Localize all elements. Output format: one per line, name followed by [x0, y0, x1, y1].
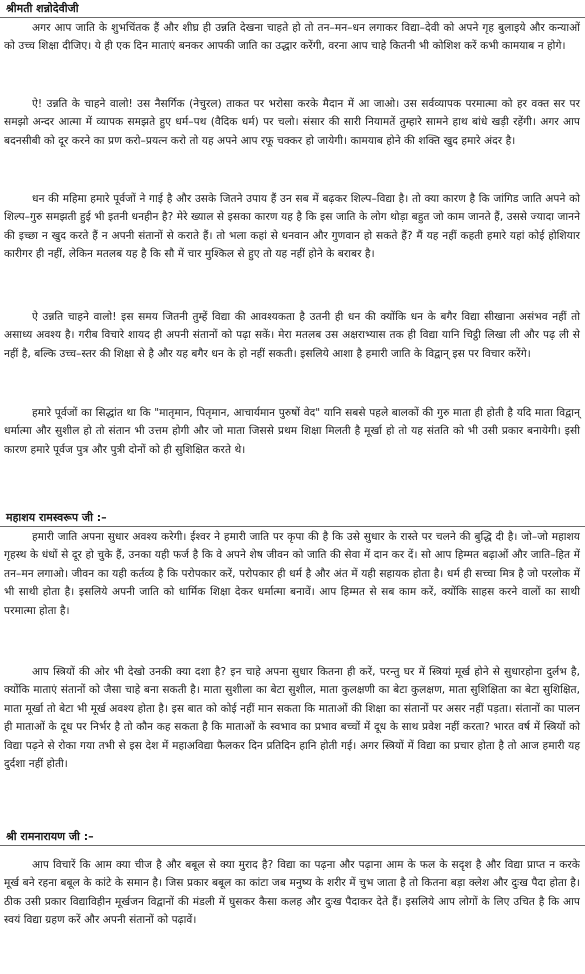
section-divider	[0, 17, 585, 18]
paragraph: ऐ उन्नति चाहने वालो! इस समय जितनी तुम्हें विद्या की आवश्यकता है उतनी ही धन की क्योंकि धन के बगैर विद्या सीखाना असंभव नहीं तो असाध्य अवश्य है। गरीब विचारे शायद ही अपनी संतानों को पढ़ा सकें। मेरा मतलब उस अक्षराभ्यास तक ही विद्या यानि चिट्ठी लिखा ली और पढ़ ली से नहीं है, बल्कि उच्च–स्तर की शिक्षा से है और यह बगैर धन के हो नहीं सकती। इसलिये आशा है हमारी जाति के विद्वान् इस पर विचार करेंगे।	[4, 311, 580, 360]
paragraph: ऐ! उन्नति के चाहने वालो! उस नैसर्गिक (नेचुरल) ताकत पर भरोसा करके मैदान में आ जाओ। उस सर्वव्यापक परमात्मा को हर वक्त सर पर समझो अन्दर आत्मा में व्यापक समझते हुए धर्म–पथ (वैदिक धर्म) पर चलो। संसार की सारी नियामतें तुम्हारे सामने हाथ बांधे खड़ी रहेंगी। अगर आप बदनसीबी को दूर करने का प्रण करो–प्रयत्न करो तो यह अपने आप रफू चक्कर हो जायेगी। कामयाब होने की शक्ति खुद हमारे अंदर है।	[4, 98, 580, 147]
paragraph: आप विचारें कि आम क्या चीज है और बबूल से क्या मुराद है? विद्या का पढ़ना और पढ़ाना आम के फल के सदृश है और विद्या प्राप्त न करके मूर्ख बने रहना बबूल के कांटे के समान है। जिस प्रकार बबूल का कांटा जब मनुष्य के शरीर में चुभ जाता है तो कितना बड़ा क्लेश और दुःख पैदा होता है। ठीक उसी प्रकार विद्याविहीन मूर्खजन विद्वानों की मंडली में घुसकर कैसा कलह और दुःख पैदाकर देते हैं। इसलिये आप लोगों के लिए उचित है कि आप स्वयं विद्या ग्रहण करें और अपनी संतानों को पढ़ावें।	[4, 859, 580, 927]
paragraph: धन की महिमा हमारे पूर्वजों ने गाई है और उसके जितने उपाय हैं उन सब में बढ़कर शिल्प–विद्या है। तो क्या कारण है कि जांगिड जाति अपने को शिल्प–गुरु समझती हुई भी इतनी धनहीन है? मेरे ख्याल से इसका कारण यह है कि इस जाति के लोग थोड़ा बहुत जो काम जानते हैं, उससे ज्यादा जानने की इच्छा न खुद करते हैं न अपनी संतानों से कराते हैं। तो भला कहां से धनवान और गुणवान हो सकते हैं? मैं यह नहीं कहती हमारे यहां कोई होशियार कारीगर ही नहीं, लेकिन मतलब यह है कि सौ में चार मुश्किल से हुए तो यह नहीं होने के बराबर है।	[4, 193, 580, 261]
section-divider	[0, 526, 585, 527]
section-divider	[0, 845, 585, 846]
paragraph: हमारी जाति अपना सुधार अवश्य करेगी। ईश्वर ने हमारी जाति पर कृपा की है कि उसे सुधार के रास्ते पर चलने की बुद्धि दी है। जो–जो महाशय गृहस्थ के धंधों से दूर हो चुके हैं, उनका यही फर्ज है कि वे अपने शेष जीवन को जाति की सेवा में दान कर दें। सो आप हिम्मत बढ़ाओं और जाति–हित में तन–मन लगाओ। जीवन का यही कर्तव्य है कि परोपकार करें, परोपकार ही धर्म है और अंत में यही सहायक होता है। धर्म ही सच्चा मित्र है जो परलोक में भी साथी होता है। इसलिये अपनी जाति को धार्मिक शिक्षा देकर धर्मात्मा बनावें। आप हिम्मत से सब काम करें, क्योंकि साहस करने वालों का साथी परमात्मा होता है।	[4, 531, 580, 617]
section-heading-shannodevi: श्रीमती शन्नोदेवीजी	[6, 2, 79, 15]
paragraph: हमारे पूर्वजों का सिद्धांत था कि "मातृमान, पितृमान, आचार्यमान पुरुषों वेद" यानि सबसे पहले बालकों की गुरु माता ही होती है यदि माता विद्वान् धर्मात्मा और सुशील हो तो संतान भी उत्तम होगी और जो माता जिससे प्रथम शिक्षा मिलती है मूर्खा हो तो यह संतति को भी उसी प्रकार बनायेगी। इसी कारण हमारे पूर्वज पुत्र और पुत्री दोनों को ही सुशिक्षित करते थे।	[4, 407, 580, 456]
paragraph: अगर आप जाति के शुभचिंतक हैं और शीघ्र ही उन्नति देखना चाहते हो तो तन–मन–धन लगाकर विद्या–देवी को अपने गृह बुलाइये और कन्याओं को उच्च शिक्षा दीजिए। ये ही एक दिन माताएं बनकर आपकी जाति का उद्धार करेंगी, वरना आप चाहे कितनी भी कोशिश करें कभी कामयाब न होगे।	[4, 22, 580, 53]
paragraph: आप स्त्रियों की ओर भी देखो उनकी क्या दशा है? इन चाहे अपना सुधार कितना ही करें, परन्तु घर में स्त्रियां मूर्ख होने से सुधारहोना दुर्लभ है, क्योंकि माताएं संतानों को जैसा चाहे बना सकती है। माता सुशीला का बेटा सुशील, माता कुलक्षणी का बेटा कुलक्षण, माता सुशिक्षिता का बेटा सुशिक्षित, माता मूर्खा तो बेटा भी मूर्ख अवश्य होता है। इस बात को कोई नहीं मान सकता कि माताओं की शिक्षा का संतानों पर असर नहीं पड़ता। संतानों का पालन ही माताओं के दूध पर निर्भर है तो कौन कह सकता है कि माताओं के स्वभाव का प्रभाव बच्चों में दूध के साथ प्रवेश नहीं करता? भारत वर्ष में स्त्रियों को विद्या पढ़ने से रोका गया तभी से इस देश में महाअविद्या फैलकर दिन प्रतिदिन हानि होती गई। अगर स्त्रियों में विद्या का प्रचार होता है तो आज हमारी यह दुर्दशा नहीं होती।	[4, 666, 580, 771]
section-heading-ramnarayan: श्री रामनारायण जी :–	[6, 830, 94, 843]
section-heading-ramswaroop: महाशय रामस्वरूप जी :–	[6, 511, 107, 524]
